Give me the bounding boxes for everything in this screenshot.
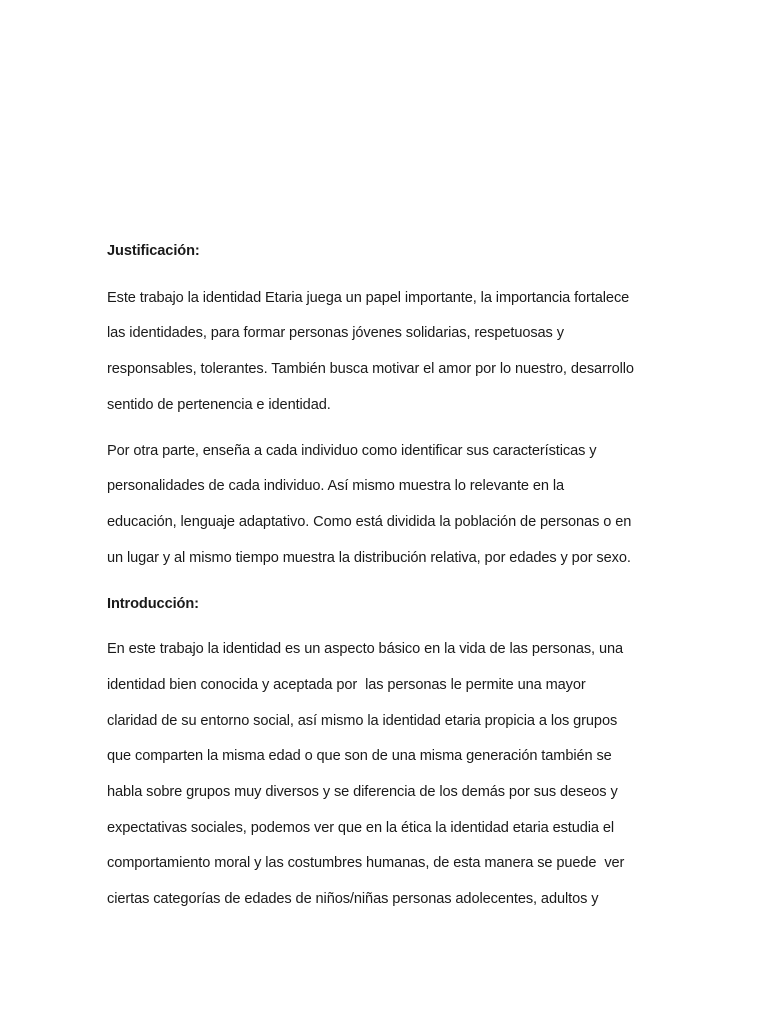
- section-heading-introduccion: Introducción:: [107, 596, 199, 612]
- paragraph-line: un lugar y al mismo tiempo muestra la distribución relativa, por edades y por sexo.: [107, 550, 631, 566]
- paragraph-line: expectativas sociales, podemos ver que en la ética la identidad etaria estudia el: [107, 820, 615, 836]
- paragraph-line: responsables, tolerantes. También busca motivar el amor por lo nuestro, desarrollo: [107, 361, 634, 377]
- paragraph-line: ciertas categorías de edades de niños/niñas personas adolecentes, adultos y: [107, 891, 599, 907]
- paragraph-line: En este trabajo la identidad es un aspecto básico en la vida de las personas, una: [107, 641, 624, 657]
- paragraph-line: comportamiento moral y las costumbres humanas, de esta manera se puede ver: [107, 855, 625, 871]
- paragraph-line: Este trabajo la identidad Etaria juega un papel importante, la importancia fortalece: [107, 290, 630, 306]
- paragraph-line: Por otra parte, enseña a cada individuo como identificar sus características y: [107, 443, 597, 459]
- paragraph-line: sentido de pertenencia e identidad.: [107, 397, 331, 413]
- paragraph-line: las identidades, para formar personas jóvenes solidarias, respetuosas y: [107, 325, 564, 341]
- section-heading-justificacion: Justificación:: [107, 243, 200, 259]
- paragraph-line: identidad bien conocida y aceptada por las personas le permite una mayor: [107, 677, 586, 693]
- paragraph-line: personalidades de cada individuo. Así mismo muestra lo relevante en la: [107, 478, 565, 494]
- paragraph-line: educación, lenguaje adaptativo. Como está dividida la población de personas o en: [107, 514, 632, 530]
- paragraph-line: habla sobre grupos muy diversos y se diferencia de los demás por sus deseos y: [107, 784, 618, 800]
- paragraph-line: que comparten la misma edad o que son de una misma generación también se: [107, 748, 612, 764]
- paragraph-line: claridad de su entorno social, así mismo la identidad etaria propicia a los grupos: [107, 713, 618, 729]
